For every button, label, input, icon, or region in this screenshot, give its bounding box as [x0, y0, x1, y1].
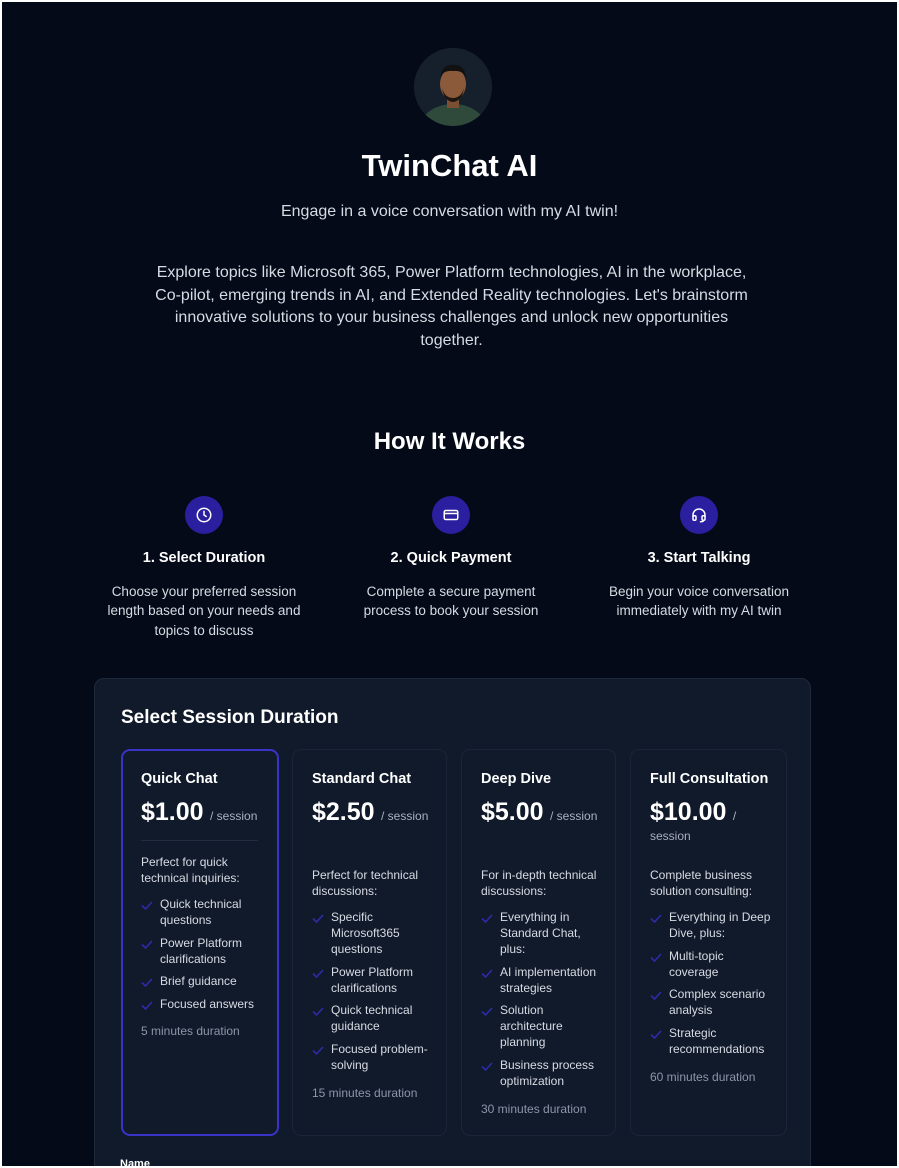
plan-price: $2.50: [312, 798, 375, 826]
feature-text: Focused problem-solving: [331, 1041, 428, 1072]
step-title: 3. Start Talking: [647, 550, 751, 566]
price-unit: / session: [550, 809, 598, 823]
plan-price: $10.00: [650, 798, 727, 826]
feature-text: Power Platform clarifications: [331, 964, 414, 995]
feature-text: Focused answers: [160, 996, 255, 1011]
feature-item: [481, 964, 605, 996]
check-icon: [141, 1001, 153, 1010]
plan-name: Full Consultation: [650, 771, 769, 787]
feature-item: [481, 1057, 605, 1089]
feature-text: AI implementation strategies: [500, 964, 597, 995]
plan-duration: 15 minutes duration: [312, 1086, 418, 1100]
feature-item: [481, 909, 605, 957]
feature-item: [312, 1041, 436, 1073]
plan-price: $1.00: [141, 798, 204, 826]
feature-item: [141, 996, 267, 1012]
profile-photo: [414, 48, 492, 126]
check-icon: [650, 914, 662, 923]
check-icon: [141, 901, 153, 910]
check-icon: [650, 991, 662, 1000]
check-icon: [481, 969, 493, 978]
check-icon: [141, 940, 153, 949]
plan-price: $5.00: [481, 798, 544, 826]
feature-text: Multi-topic coverage: [669, 948, 724, 979]
feature-item: [650, 1025, 776, 1057]
price-unit: / session: [650, 809, 737, 843]
feature-text: Business process optimization: [500, 1057, 595, 1088]
plan-name: Standard Chat: [312, 771, 412, 787]
step-description: Choose your preferred session length based on your needs and topics to discuss: [107, 584, 301, 638]
check-icon: [650, 953, 662, 962]
credit-card-icon: [432, 496, 470, 534]
plan-card-quick-chat[interactable]: [121, 749, 279, 1136]
plan-intro: Perfect for quick technical inquiries:: [141, 855, 240, 885]
feature-text: Everything in Standard Chat, plus:: [500, 910, 581, 956]
check-icon: [481, 1007, 493, 1016]
feature-item: [141, 935, 267, 967]
price-row: [481, 798, 599, 827]
headset-icon: [680, 496, 718, 534]
feature-text: Quick technical questions: [160, 897, 242, 927]
step-select-duration: [94, 496, 314, 640]
plan-intro: For in-depth technical discussions:: [481, 868, 597, 898]
feature-text: Strategic recommendations: [669, 1025, 765, 1056]
step-title: 2. Quick Payment: [390, 550, 512, 566]
step-quick-payment: [341, 496, 561, 621]
check-icon: [312, 1007, 324, 1016]
feature-text: Power Platform clarifications: [160, 935, 243, 966]
feature-item: [650, 909, 776, 941]
feature-item: [312, 1002, 436, 1034]
price-row: [312, 798, 430, 827]
tagline: Engage in a voice conversation with my AI twin!: [280, 203, 619, 220]
name-field-label: Name: [120, 1158, 150, 1166]
avatar: [414, 48, 492, 126]
feature-list: [312, 909, 436, 1079]
price-unit: / session: [210, 809, 258, 823]
feature-item: [312, 964, 436, 996]
check-icon: [312, 914, 324, 923]
session-title: Select Session Duration: [121, 707, 339, 728]
feature-text: Brief guidance: [160, 974, 237, 988]
feature-list: [481, 909, 605, 1095]
check-icon: [141, 978, 153, 987]
check-icon: [312, 969, 324, 978]
app-title: TwinChat AI: [361, 148, 538, 183]
plan-duration: 30 minutes duration: [481, 1102, 587, 1116]
intro-text: Explore topics like Microsoft 365, Power Platform technologies, AI in the workplace, Co-pilot, emerging trends in AI, and Extended Reality technologies. Let's brainstorm innovative solutions to your business challenges and unlock new opportunities together.: [155, 264, 748, 350]
session-panel: [94, 678, 811, 1166]
price-row: [141, 798, 267, 827]
feature-item: [650, 986, 776, 1018]
check-icon: [312, 1046, 324, 1055]
plan-card-deep-dive[interactable]: [461, 749, 616, 1136]
price-row: [650, 798, 778, 845]
feature-item: [650, 948, 776, 980]
plan-duration: 60 minutes duration: [650, 1070, 756, 1084]
check-icon: [481, 1062, 493, 1071]
feature-list: [141, 896, 267, 1018]
step-description: Begin your voice conversation immediately with my AI twin: [608, 584, 790, 619]
feature-item: [141, 896, 267, 928]
feature-text: Specific Microsoft365 questions: [331, 910, 400, 956]
feature-item: [312, 909, 436, 957]
plan-card-full-consultation[interactable]: [630, 749, 787, 1136]
plan-name: Quick Chat: [141, 771, 218, 787]
step-start-talking: [589, 496, 809, 621]
feature-text: Complex scenario analysis: [669, 987, 766, 1017]
check-icon: [481, 914, 493, 923]
plan-intro: Complete business solution consulting:: [650, 868, 753, 898]
divider: [141, 840, 258, 841]
feature-text: Quick technical guidance: [331, 1003, 413, 1033]
plan-intro: Perfect for technical discussions:: [312, 868, 419, 898]
step-description: Complete a secure payment process to book your session: [363, 584, 539, 619]
feature-text: Solution architecture planning: [500, 1003, 563, 1049]
feature-text: Everything in Deep Dive, plus:: [669, 910, 771, 940]
plan-name: Deep Dive: [481, 771, 552, 787]
feature-list: [650, 909, 776, 1063]
plan-card-standard-chat[interactable]: [292, 749, 447, 1136]
step-title: 1. Select Duration: [142, 550, 266, 566]
clock-icon: [185, 496, 223, 534]
check-icon: [650, 1030, 662, 1039]
price-unit: / session: [381, 809, 429, 823]
feature-item: [481, 1002, 605, 1050]
feature-item: [141, 973, 267, 989]
how-it-works-title: How It Works: [373, 428, 526, 455]
page: [2, 2, 897, 1166]
plan-duration: 5 minutes duration: [141, 1024, 240, 1038]
